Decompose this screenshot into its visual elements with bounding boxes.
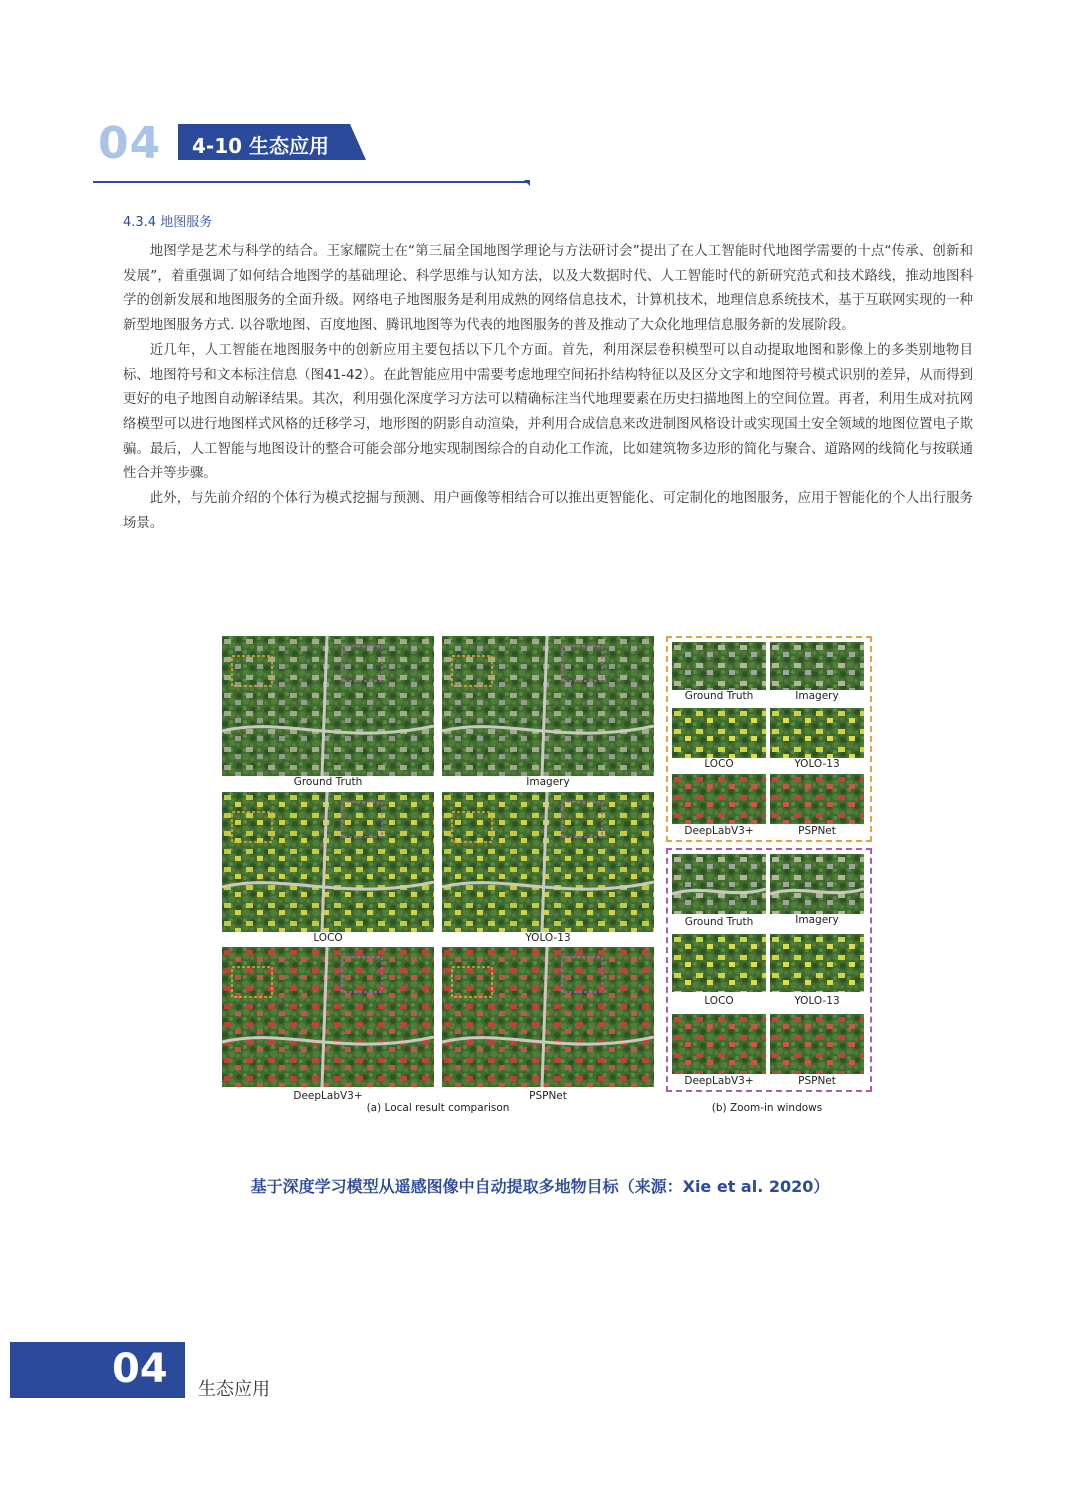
aerial-image-deeplabv3 — [222, 947, 434, 1087]
zoom-yolo-13-1 — [770, 708, 864, 758]
left-subcaption: (a) Local result comparison — [366, 1102, 510, 1114]
zoom-label: DeepLabV3+ — [684, 1075, 754, 1087]
label-yolo-13: YOLO-13 — [525, 932, 571, 944]
zoom-yolo-13-2 — [770, 934, 864, 992]
section-title: 4.3.4 地图服务 — [123, 215, 213, 230]
label-deeplabv3: DeepLabV3+ — [293, 1090, 363, 1102]
zoom-ground-truth-1 — [672, 642, 766, 690]
chapter-number: 04 — [98, 118, 162, 169]
paragraph: 此外，与先前介绍的个体行为模式挖掘与预测、用户画像等相结合可以推出更智能化、可定制化的地图服务，应用于智能化的个人出行服务场景。 — [123, 491, 973, 531]
label-loco: LOCO — [313, 932, 343, 944]
label-ground-truth: Ground Truth — [293, 776, 363, 788]
zoom-label: PSPNet — [798, 825, 836, 837]
zoom-label: Imagery — [795, 690, 839, 702]
zoom-label: LOCO — [704, 758, 734, 770]
zoom-label: PSPNet — [798, 1075, 836, 1087]
figure-caption: 基于深度学习模型从遥感图像中自动提取多地物目标（来源：Xie et al. 2020） — [250, 1177, 830, 1196]
label-imagery: Imagery — [526, 776, 570, 788]
zoom-loco-1 — [672, 708, 766, 758]
zoom-pspnet-1 — [770, 774, 864, 824]
zoom-label: DeepLabV3+ — [684, 825, 754, 837]
zoom-label: Ground Truth — [684, 916, 754, 928]
footer-chapter-number: 04 — [112, 1346, 168, 1392]
zoom-label: YOLO-13 — [794, 995, 840, 1007]
zoom-label: LOCO — [704, 995, 734, 1007]
figure — [220, 634, 873, 1118]
aerial-image-yolo-13 — [442, 792, 654, 932]
body-text — [123, 240, 973, 536]
paragraph: 近几年，人工智能在地图服务中的创新应用主要包括以下几个方面。首先，利用深层卷积模型可以自动提取地图和影像上的多类别地物目标、地图符号和文本标注信息（图41-42）。在此智能应用中需要考虑地理空间拓扑结构特征以及区分文字和地图符号模式识别的差异，从而得到更好的电子地图自动解译结果。其次，利用强化深度学习方法可以精确标注当代地理要素在历史扫描地图上的空间位置。再者，利用生成对抗网络模型可以进行地图样式风格的迁移学习，地形图的阴影自动渲染，并利用合成信息来改进制图风格设计或实现国土安全领域的地图位置电子欺骗。最后，人工智能与地图设计的整合可能会部分地实现制图综合的自动化工作流，比如建筑物多边形的简化与聚合、道路网的线简化与按联通性合并等步骤。 — [123, 342, 973, 482]
header-divider — [93, 181, 527, 183]
zoom-ground-truth-2 — [672, 854, 766, 914]
aerial-image-loco — [222, 792, 434, 932]
paragraph: 地图学是艺术与科学的结合。王家耀院士在“第三届全国地图学理论与方法研讨会”提出了在人工智能时代地图学需要的十点“传承、创新和发展”，着重强调了如何结合地图学的基础理论、科学思维与认知方法，以及大数据时代、人工智能时代的新研究范式和技术路线，推动地图科学的创新发展和地图服务的全面升级。网络电子地图服务是利用成熟的网络信息技术，计算机技术，地理信息系统技术，基于互联网实现的一种新型地图服务方式. 以谷歌地图、百度地图、腾讯地图等为代表的地图服务的普及推动了大众化地理信息服务新的发展阶段。 — [123, 244, 973, 334]
chapter-tab-label: 4-10 生态应用 — [192, 134, 330, 158]
zoom-label: Imagery — [795, 914, 839, 926]
aerial-image-pspnet — [442, 947, 654, 1087]
zoom-deeplabv3-2 — [672, 1014, 766, 1074]
zoom-loco-2 — [672, 934, 766, 992]
label-pspnet: PSPNet — [529, 1090, 567, 1102]
zoom-label: YOLO-13 — [794, 758, 840, 770]
zoom-pspnet-2 — [770, 1014, 864, 1074]
zoom-deeplabv3-1 — [672, 774, 766, 824]
aerial-image-imagery — [442, 636, 654, 776]
zoom-imagery-1 — [770, 642, 864, 690]
header-divider-tip — [524, 180, 530, 186]
zoom-imagery-2 — [770, 854, 864, 914]
zoom-label: Ground Truth — [684, 690, 754, 702]
right-subcaption: (b) Zoom-in windows — [711, 1102, 823, 1114]
footer-chapter-name: 生态应用 — [198, 1379, 270, 1400]
aerial-image-ground-truth — [222, 636, 434, 776]
